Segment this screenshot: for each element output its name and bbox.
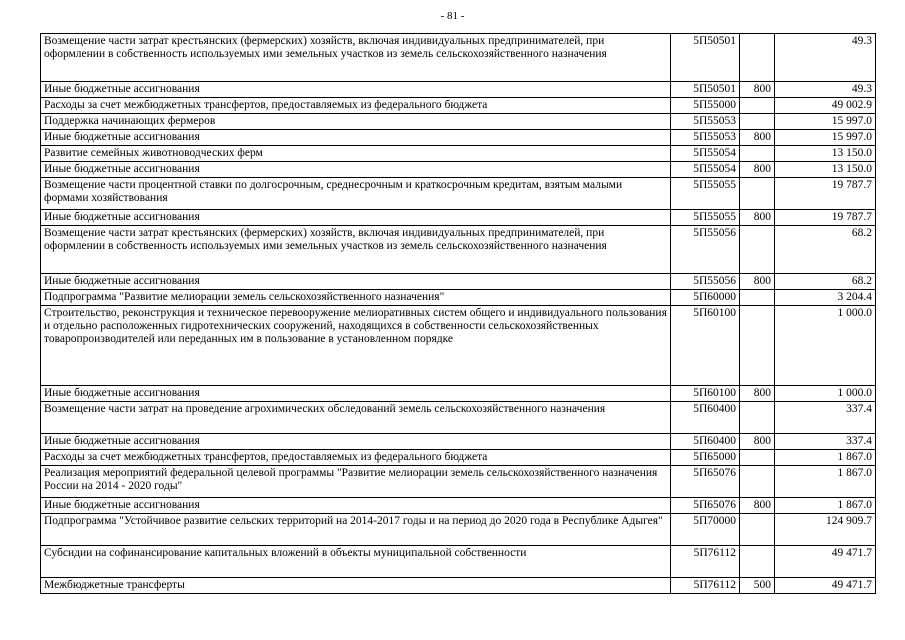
row-name-cell: Иные бюджетные ассигнования	[41, 82, 671, 98]
row-name-cell: Возмещение части процентной ставки по долгосрочным, среднесрочным и краткосрочным кредитам, взятым малыми формами хозяйствования	[41, 178, 671, 210]
table-row	[41, 402, 876, 434]
row-code-cell: 5П70000	[671, 514, 740, 546]
row-sum-cell: 337.4	[775, 434, 876, 450]
row-sum-cell: 13 150.0	[775, 146, 876, 162]
row-name-cell: Иные бюджетные ассигнования	[41, 130, 671, 146]
row-code-cell: 5П50501	[671, 34, 740, 82]
row-vr-cell	[740, 178, 775, 210]
table-row	[41, 114, 876, 130]
row-code-cell: 5П55053	[671, 114, 740, 130]
row-name-cell: Межбюджетные трансферты	[41, 578, 671, 594]
row-vr-cell	[740, 146, 775, 162]
row-code-cell: 5П60000	[671, 290, 740, 306]
table-row	[41, 290, 876, 306]
table-row	[41, 274, 876, 290]
row-code-cell: 5П60400	[671, 402, 740, 434]
row-name-cell: Расходы за счет межбюджетных трансфертов, предоставляемых из федерального бюджета	[41, 98, 671, 114]
row-vr-cell	[740, 306, 775, 386]
row-vr-cell	[740, 546, 775, 578]
table-row	[41, 178, 876, 210]
row-code-cell: 5П60400	[671, 434, 740, 450]
row-sum-cell: 15 997.0	[775, 114, 876, 130]
table-row	[41, 226, 876, 274]
row-sum-cell: 1 867.0	[775, 450, 876, 466]
row-sum-cell: 1 867.0	[775, 498, 876, 514]
row-vr-cell	[740, 514, 775, 546]
row-vr-cell: 800	[740, 130, 775, 146]
page-number: - 81 -	[440, 10, 465, 22]
row-sum-cell: 3 204.4	[775, 290, 876, 306]
row-name-cell: Иные бюджетные ассигнования	[41, 498, 671, 514]
row-name-cell: Возмещение части затрат крестьянских (фермерских) хозяйств, включая индивидуальных предпринимателей, при оформлении в собственность используемых ими земельных участков из земель сельскохозяйственного назначения	[41, 226, 671, 274]
table-row	[41, 498, 876, 514]
table-row	[41, 146, 876, 162]
row-code-cell: 5П60100	[671, 306, 740, 386]
row-vr-cell	[740, 98, 775, 114]
row-sum-cell: 1 000.0	[775, 386, 876, 402]
row-sum-cell: 124 909.7	[775, 514, 876, 546]
table-row	[41, 162, 876, 178]
row-vr-cell: 800	[740, 210, 775, 226]
row-vr-cell: 800	[740, 162, 775, 178]
row-vr-cell: 800	[740, 82, 775, 98]
row-vr-cell: 800	[740, 386, 775, 402]
row-vr-cell: 800	[740, 498, 775, 514]
row-vr-cell	[740, 34, 775, 82]
row-name-cell: Реализация мероприятий федеральной целевой программы "Развитие мелиорации земель сельскохозяйственного назначения России на 2014 - 2020 годы"	[41, 466, 671, 498]
row-sum-cell: 1 000.0	[775, 306, 876, 386]
row-name-cell: Иные бюджетные ассигнования	[41, 162, 671, 178]
row-name-cell: Подпрограмма "Развитие мелиорации земель сельскохозяйственного назначения"	[41, 290, 671, 306]
row-name-cell: Иные бюджетные ассигнования	[41, 274, 671, 290]
row-name-cell: Поддержка начинающих фермеров	[41, 114, 671, 130]
row-sum-cell: 19 787.7	[775, 210, 876, 226]
row-code-cell: 5П55056	[671, 274, 740, 290]
row-name-cell: Иные бюджетные ассигнования	[41, 386, 671, 402]
row-name-cell: Иные бюджетные ассигнования	[41, 434, 671, 450]
table-row	[41, 210, 876, 226]
row-name-cell: Возмещение части затрат на проведение агрохимических обследований земель сельскохозяйственного назначения	[41, 402, 671, 434]
table-row	[41, 34, 876, 82]
table-row	[41, 578, 876, 594]
row-vr-cell	[740, 290, 775, 306]
row-vr-cell	[740, 402, 775, 434]
budget-table-body	[41, 34, 876, 594]
row-name-cell: Развитие семейных животноводческих ферм	[41, 146, 671, 162]
row-name-cell: Строительство, реконструкция и техническое перевооружение мелиоративных систем общего и индивидуального пользования и отдельно расположенных гидротехнических сооружений, находящихся в собственности сельскохозяйственных товаропроизводителей или переданных им в пользование в установленном порядке	[41, 306, 671, 386]
row-code-cell: 5П55054	[671, 146, 740, 162]
row-sum-cell: 1 867.0	[775, 466, 876, 498]
table-row	[41, 450, 876, 466]
row-code-cell: 5П76112	[671, 578, 740, 594]
row-code-cell: 5П55055	[671, 178, 740, 210]
row-code-cell: 5П55055	[671, 210, 740, 226]
row-sum-cell: 49.3	[775, 34, 876, 82]
row-sum-cell: 49 002.9	[775, 98, 876, 114]
row-vr-cell: 800	[740, 434, 775, 450]
row-vr-cell	[740, 226, 775, 274]
row-sum-cell: 19 787.7	[775, 178, 876, 210]
row-name-cell: Возмещение части затрат крестьянских (фермерских) хозяйств, включая индивидуальных предпринимателей, при оформлении в собственность используемых ими земельных участков из земель сельскохозяйственного назначения	[41, 34, 671, 82]
row-code-cell: 5П65000	[671, 450, 740, 466]
row-vr-cell	[740, 114, 775, 130]
row-name-cell: Подпрограмма "Устойчивое развитие сельских территорий на 2014-2017 годы и на период до 2020 года в Республике Адыгея"	[41, 514, 671, 546]
row-sum-cell: 49 471.7	[775, 578, 876, 594]
row-sum-cell: 68.2	[775, 274, 876, 290]
row-vr-cell	[740, 466, 775, 498]
row-code-cell: 5П55000	[671, 98, 740, 114]
row-sum-cell: 49 471.7	[775, 546, 876, 578]
table-row	[41, 386, 876, 402]
row-sum-cell: 15 997.0	[775, 130, 876, 146]
row-name-cell: Расходы за счет межбюджетных трансфертов, предоставляемых из федерального бюджета	[41, 450, 671, 466]
row-code-cell: 5П65076	[671, 498, 740, 514]
row-sum-cell: 49.3	[775, 82, 876, 98]
row-code-cell: 5П50501	[671, 82, 740, 98]
row-name-cell: Субсидии на софинансирование капитальных вложений в объекты муниципальной собственности	[41, 546, 671, 578]
row-code-cell: 5П55056	[671, 226, 740, 274]
table-row	[41, 466, 876, 498]
table-row	[41, 98, 876, 114]
row-sum-cell: 68.2	[775, 226, 876, 274]
row-sum-cell: 13 150.0	[775, 162, 876, 178]
budget-table	[40, 33, 876, 594]
table-row	[41, 306, 876, 386]
row-code-cell: 5П65076	[671, 466, 740, 498]
table-row	[41, 82, 876, 98]
table-row	[41, 434, 876, 450]
row-code-cell: 5П55053	[671, 130, 740, 146]
row-sum-cell: 337.4	[775, 402, 876, 434]
table-row	[41, 130, 876, 146]
row-code-cell: 5П60100	[671, 386, 740, 402]
row-code-cell: 5П76112	[671, 546, 740, 578]
row-code-cell: 5П55054	[671, 162, 740, 178]
row-vr-cell	[740, 450, 775, 466]
table-row	[41, 546, 876, 578]
table-row	[41, 514, 876, 546]
row-vr-cell: 800	[740, 274, 775, 290]
row-name-cell: Иные бюджетные ассигнования	[41, 210, 671, 226]
row-vr-cell: 500	[740, 578, 775, 594]
